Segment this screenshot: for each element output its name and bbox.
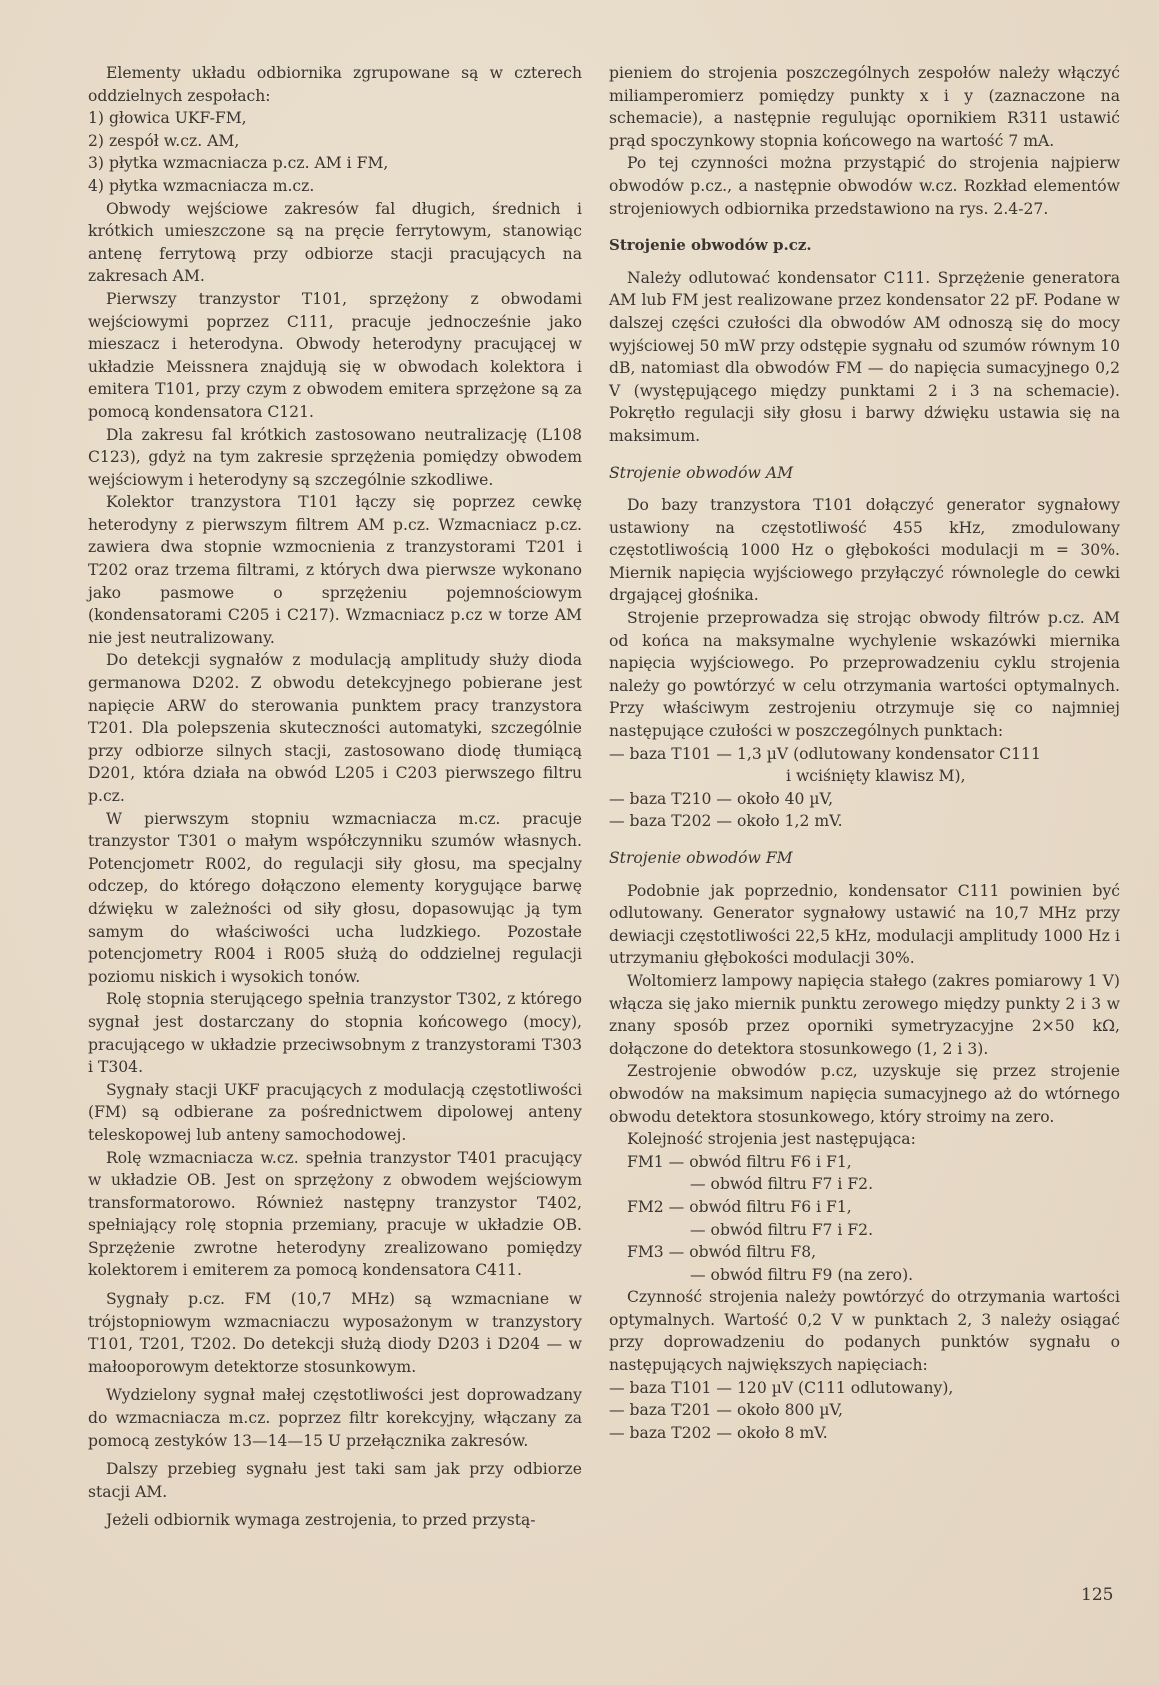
list-item: 4) płytka wzmacniacza m.cz. <box>88 176 315 195</box>
tuning-step: FM3 — obwód filtru F8, <box>627 1243 817 1262</box>
paragraph: Do bazy tranzystora T101 dołączyć generator sygnałowy ustawiony na częstotliwość 455 kHz, zmodulowany częstotliwością 1000 Hz o głębokości modulacji m = 30%. Miernik napięcia wyjściowego przyłączyć równolegle do cewki drgającej głośnika. <box>609 496 1120 605</box>
paragraph: Wydzielony sygnał małej częstotliwości jest doprowadzany do wzmacniacza m.cz. poprzez filtr korekcyjny, włączany za pomocą zestyków 13—14—15 U przełącznika zakresów. <box>88 1386 582 1450</box>
paragraph: Woltomierz lampowy napięcia stałego (zakres pomiarowy 1 V) włącza się jako miernik punktu zerowego między punkty 2 i 3 w znany sposób przez oporniki symetryzacyjne 2×50 kΩ, dołączone do detektora stosunkowego (1, 2 i 3). <box>609 971 1120 1058</box>
signal-level-item: — baza T201 — około 800 µV, <box>609 1401 843 1420</box>
tuning-order-intro: Kolejność strojenia jest następująca: <box>627 1130 916 1149</box>
tuning-step: FM2 — obwód filtru F6 i F1, <box>627 1197 852 1216</box>
paragraph: Kolektor tranzystora T101 łączy się poprzez cewkę heterodyny z pierwszym filtrem AM p.cz. Wzmacniacz p.cz. zawiera dwa stopnie wzmocnienia z tranzystorami T201 i T202 oraz trzema filtrami, z których dwa pierwsze wykonano jako pasmowe o sprzężeniu pojemnościowym (kondensatorami C205 i C217). Wzmacniacz p.cz w torze AM nie jest neutralizowany. <box>88 493 582 647</box>
tuning-step: — obwód filtru F7 i F2. <box>690 1175 874 1194</box>
section-heading-pcz: Strojenie obwodów p.cz. <box>609 236 812 255</box>
paragraph: Po tej czynności można przystąpić do strojenia najpierw obwodów p.cz., a następnie obwodów w.cz. Rozkład elementów strojeniowych odbiornika przedstawiono na rys. 2.4-27. <box>609 154 1120 218</box>
tuning-step: FM1 — obwód filtru F6 i F1, <box>627 1152 852 1171</box>
paragraph: Należy odlutować kondensator C111. Sprzężenie generatora AM lub FM jest realizowane przez kondensator 22 pF. Podane w dalszej części czułości dla obwodów AM odnoszą się do mocy wyjściowej 50 mW przy odstępie sygnału od szumów równym 10 dB, natomiast dla obwodów FM — do napięcia sumacyjnego 0,2 V (występującego między punktami 2 i 3 na schemacie). Pokrętło regulacji siły głosu i barwy dźwięku ustawia się na maksimum. <box>609 268 1120 445</box>
section-heading-am: Strojenie obwodów AM <box>609 463 794 482</box>
paragraph: Pierwszy tranzystor T101, sprzężony z obwodami wejściowymi poprzez C111, pracuje jednocześnie jako mieszacz i heterodyna. Obwody heterodyny pracującej w układzie Meissnera znajdują się w obwodach kolektora i emitera T101, przy czym z obwodem emitera sprzężone są za pomocą kondensatora C121. <box>88 289 582 421</box>
sensitivity-item-continuation: i wciśnięty klawisz M), <box>786 767 966 786</box>
paragraph: Sygnały stacji UKF pracujących z modulacją częstotliwości (FM) są odbierane za pośrednictwem dipolowej anteny teleskopowej lub anteny samochodowej. <box>88 1080 582 1144</box>
tuning-step: — obwód filtru F7 i F2. <box>690 1220 874 1239</box>
paragraph: Zestrojenie obwodów p.cz, uzyskuje się przez strojenie obwodów na maksimum napięcia sumacyjnego aż do wtórnego obwodu detektora stosunkowego, który stroimy na zero. <box>609 1062 1120 1126</box>
section-heading-fm: Strojenie obwodów FM <box>609 849 793 867</box>
list-item: 3) płytka wzmacniacza p.cz. AM i FM, <box>88 154 389 173</box>
list-item: 2) zespół w.cz. AM, <box>88 131 240 150</box>
paragraph: Obwody wejściowe zakresów fal długich, średnich i krótkich umieszczone są na pręcie ferrytowym, stanowiąc antenę ferrytową przy odbiorze stacji pracujących na zakresach AM. <box>88 199 582 286</box>
paragraph: Rolę wzmacniacza w.cz. spełnia tranzystor T401 pracujący w układzie OB. Jest on sprzężony z obwodem wejściowym transformatorowo. Również następny tranzystor T402, spełniający rolę stopnia przemiany, pracuje w układzie OB. Sprzężenie zwrotne heterodyny zrealizowano pomiędzy kolektorem i emiterem za pomocą kondensatora C411. <box>88 1148 582 1280</box>
signal-level-item: — baza T101 — 120 µV (C111 odlutowany), <box>609 1378 954 1397</box>
sensitivity-item: — baza T202 — około 1,2 mV. <box>609 812 843 831</box>
page-number: 125 <box>1081 1585 1114 1605</box>
paragraph: Dalszy przebieg sygnału jest taki sam jak przy odbiorze stacji AM. <box>88 1460 582 1501</box>
paragraph: Strojenie przeprowadza się strojąc obwody filtrów p.cz. AM od końca na maksymalne wychylenie wskazówki miernika napięcia wyjściowego. Po przeprowadzeniu cyklu strojenia należy go powtórzyć w celu otrzymania wartości optymalnych. Przy właściwym zestrojeniu otrzymuje się co najmniej następujące czułości w poszczególnych punktach: <box>609 609 1120 741</box>
paragraph: Jeżeli odbiornik wymaga zestrojenia, to przed przystą- <box>106 1511 536 1530</box>
left-column <box>88 62 582 1532</box>
right-column <box>609 62 1120 1444</box>
list-item: 1) głowica UKF-FM, <box>88 109 247 128</box>
paragraph: Sygnały p.cz. FM (10,7 MHz) są wzmacniane w trójstopniowym wzmacniaczu wyposażonym w tranzystory T101, T201, T202. Do detekcji służą diody D203 i D204 — w małooporowym detektorze stosunkowym. <box>88 1290 582 1376</box>
sensitivity-item: — baza T101 — 1,3 µV (odlutowany kondensator C111 <box>609 744 1041 763</box>
continuation-paragraph: pieniem do strojenia poszczególnych zespołów należy włączyć miliamperomierz pomiędzy punkty x i y (zaznaczone na schemacie), a następnie regulując opornikiem R311 ustawić prąd spoczynkowy stopnia końcowego na wartość 7 mA. <box>609 64 1120 150</box>
paragraph: Dla zakresu fal krótkich zastosowano neutralizację (L108 C123), gdyż na tym zakresie sprzężenia pomiędzy obwodem wejściowym i heterodyny są szczególnie szkodliwe. <box>88 425 582 489</box>
signal-level-item: — baza T202 — około 8 mV. <box>609 1423 828 1442</box>
tuning-step: — obwód filtru F9 (na zero). <box>690 1265 914 1284</box>
paragraph: Podobnie jak poprzednio, kondensator C111 powinien być odlutowany. Generator sygnałowy ustawić na 10,7 MHz przy dewiacji częstotliwości 22,5 kHz, modulacji amplitudy 1000 Hz i utrzymaniu głębokości modulacji 30%. <box>609 881 1120 968</box>
paragraph: Rolę stopnia sterującego spełnia tranzystor T302, z którego sygnał jest dostarczany do stopnia końcowego (mocy), pracującego w układzie przeciwsobnym z tranzystorami T303 i T304. <box>88 990 582 1077</box>
sensitivity-item: — baza T210 — około 40 µV, <box>609 789 834 808</box>
intro-paragraph: Elementy układu odbiornika zgrupowane są w czterech oddzielnych zespołach: <box>88 64 582 105</box>
paragraph: Czynność strojenia należy powtórzyć do otrzymania wartości optymalnych. Wartość 0,2 V w punktach 2, 3 należy osiągać przy doprowadzeniu do podanych punktów sygnału o następujących największych napięciach: <box>609 1288 1120 1375</box>
paragraph: Do detekcji sygnałów z modulacją amplitudy służy dioda germanowa D202. Z obwodu detekcyjnego pobierane jest napięcie ARW do sterowania punktem pracy tranzystora T201. Dla polepszenia skuteczności automatyki, szczególnie przy odbiorze silnych stacji, zastosowano diodę tłumiącą D201, która działa na obwód L205 i C203 pierwszego filtru p.cz. <box>88 651 582 805</box>
paragraph: W pierwszym stopniu wzmacniacza m.cz. pracuje tranzystor T301 o małym współczynniku szumów własnych. Potencjometr R002, do regulacji siły głosu, ma specjalny odczep, do którego dołączono elementy korygujące barwę dźwięku w zależności od siły głosu, dopasowując ją tym samym do właściwości ucha ludzkiego. Pozostałe potencjometry R004 i R005 służą do oddzielnej regulacji poziomu niskich i wysokich tonów. <box>88 809 582 986</box>
